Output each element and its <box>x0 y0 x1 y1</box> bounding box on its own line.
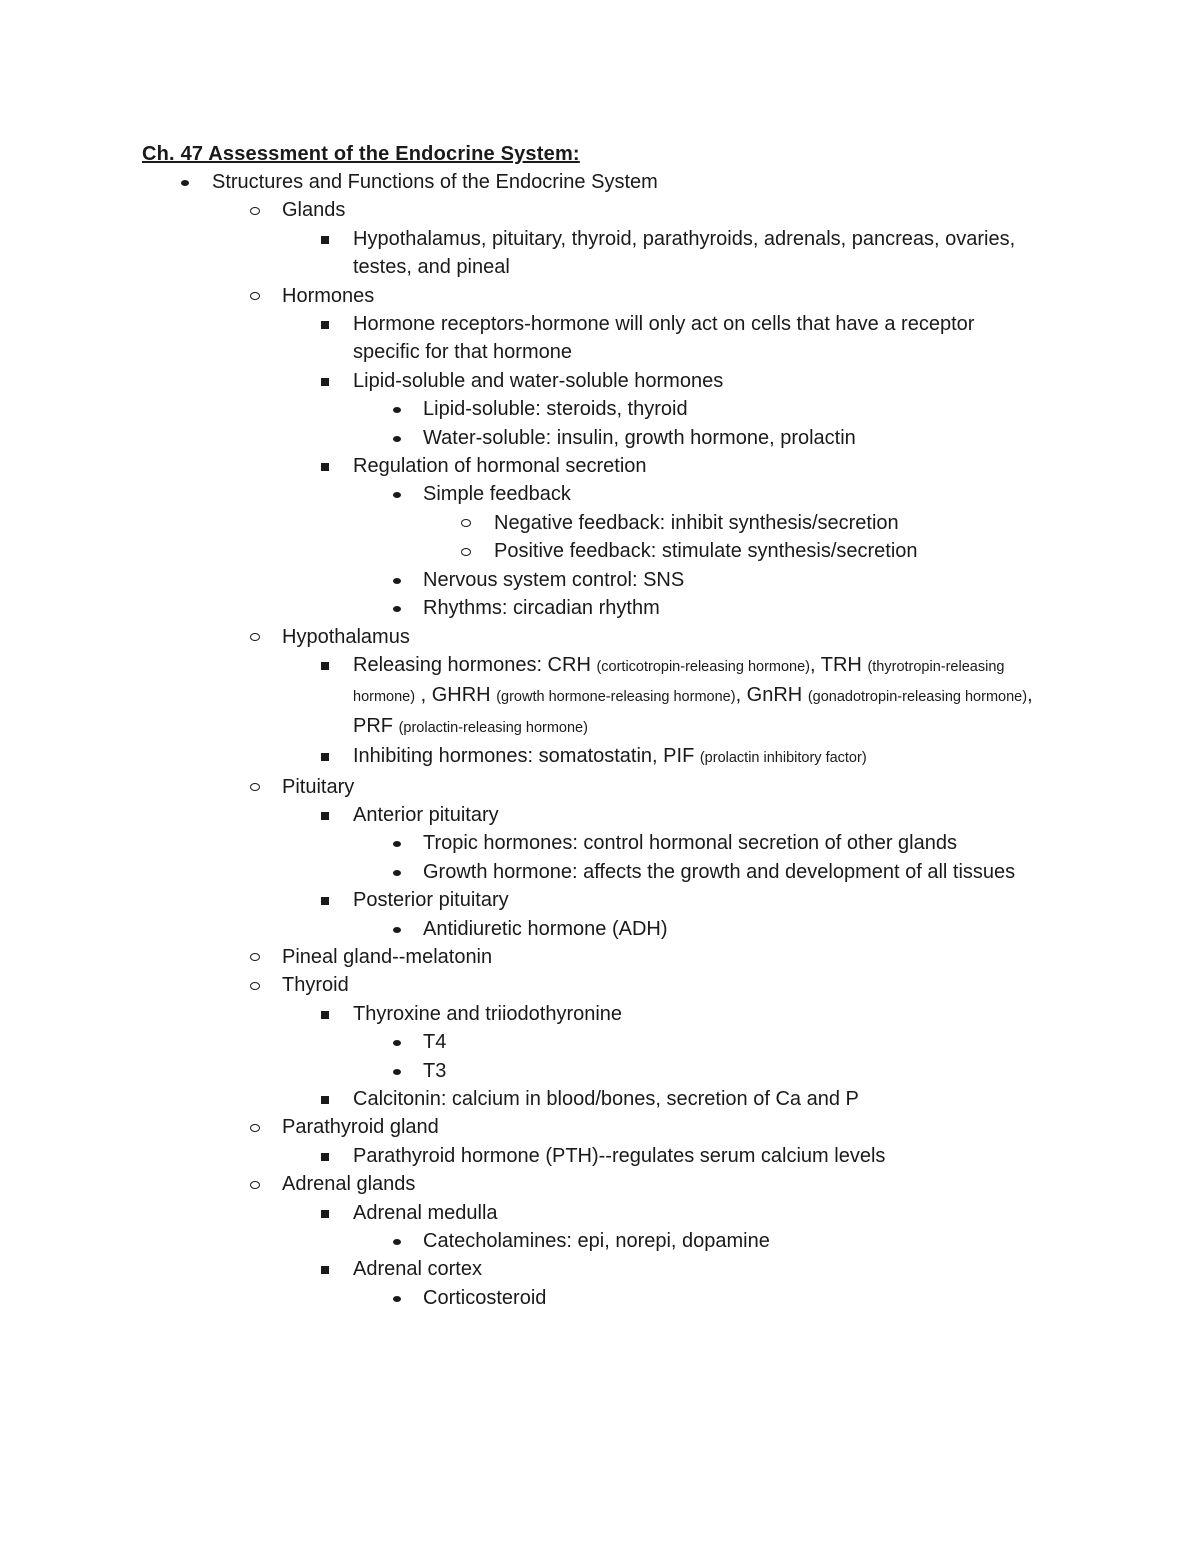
list-item: Parathyroid hormone (PTH)--regulates serum calcium levels <box>142 1142 1062 1170</box>
square-bullet-icon <box>319 1199 339 1227</box>
disc-bullet-icon <box>391 480 411 508</box>
disc-bullet-icon <box>391 1284 411 1312</box>
circle-bullet-icon <box>249 623 269 651</box>
list-item: Simple feedback <box>142 480 1062 508</box>
list-item: Regulation of hormonal secretion <box>142 452 1062 480</box>
square-bullet-icon <box>319 1000 339 1028</box>
square-bullet-icon <box>319 1255 339 1283</box>
list-item: Glands <box>142 196 1062 224</box>
square-bullet-icon <box>319 651 339 679</box>
disc-bullet-icon <box>391 566 411 594</box>
disc-bullet-icon <box>391 594 411 622</box>
list-item: Thyroxine and triiodothyronine <box>142 1000 1062 1028</box>
circle-bullet-icon <box>249 196 269 224</box>
disc-bullet-icon <box>179 168 199 196</box>
disc-bullet-icon <box>391 858 411 886</box>
circle-bullet-icon <box>249 1170 269 1198</box>
list-item: Calcitonin: calcium in blood/bones, secretion of Ca and P <box>142 1085 1062 1113</box>
list-item: Water-soluble: insulin, growth hormone, prolactin <box>142 424 1062 452</box>
document-page <box>142 140 1062 1312</box>
circle-bullet-icon <box>249 1113 269 1141</box>
list-item: Rhythms: circadian rhythm <box>142 594 1062 622</box>
circle-bullet-icon <box>460 509 480 537</box>
square-bullet-icon <box>319 1142 339 1170</box>
square-bullet-icon <box>319 1085 339 1113</box>
list-item: Corticosteroid <box>142 1284 1062 1312</box>
list-item <box>142 742 1062 772</box>
list-item: Lipid-soluble and water-soluble hormones <box>142 367 1062 395</box>
list-item: Hypothalamus, pituitary, thyroid, parathyroids, adrenals, pancreas, ovaries, testes, and pineal <box>142 225 1062 282</box>
list-item: Growth hormone: affects the growth and development of all tissues <box>142 858 1062 886</box>
circle-bullet-icon <box>460 537 480 565</box>
list-item: Adrenal glands <box>142 1170 1062 1198</box>
square-bullet-icon <box>319 452 339 480</box>
circle-bullet-icon <box>249 773 269 801</box>
disc-bullet-icon <box>391 395 411 423</box>
page-title: Ch. 47 Assessment of the Endocrine System: <box>142 143 580 165</box>
list-item: Nervous system control: SNS <box>142 566 1062 594</box>
circle-bullet-icon <box>249 943 269 971</box>
disc-bullet-icon <box>391 829 411 857</box>
list-item: Hypothalamus <box>142 623 1062 651</box>
list-item: Parathyroid gland <box>142 1113 1062 1141</box>
list-item: Antidiuretic hormone (ADH) <box>142 915 1062 943</box>
list-item <box>142 651 1062 742</box>
list-item: Adrenal medulla <box>142 1199 1062 1227</box>
square-bullet-icon <box>319 367 339 395</box>
disc-bullet-icon <box>391 1057 411 1085</box>
list-item: Tropic hormones: control hormonal secretion of other glands <box>142 829 1062 857</box>
list-item: Thyroid <box>142 971 1062 999</box>
list-item: Posterior pituitary <box>142 886 1062 914</box>
list-item: Pituitary <box>142 773 1062 801</box>
list-item: Hormones <box>142 282 1062 310</box>
square-bullet-icon <box>319 742 339 770</box>
list-item: Hormone receptors-hormone will only act on cells that have a receptor specific for that hormone <box>142 310 1062 367</box>
list-item: Catecholamines: epi, norepi, dopamine <box>142 1227 1062 1255</box>
releasing-hormones-text: Releasing hormones: CRH (corticotropin-releasing hormone), TRH (thyrotropin-releasing hormone) , GHRH (growth hormone-releasing hormone), GnRH (gonadotropin-releasing hormone), PRF (prolactin-releasing hormone) <box>353 653 1033 737</box>
list-item: Anterior pituitary <box>142 801 1062 829</box>
circle-bullet-icon <box>249 282 269 310</box>
disc-bullet-icon <box>391 1227 411 1255</box>
list-item: Lipid-soluble: steroids, thyroid <box>142 395 1062 423</box>
square-bullet-icon <box>319 310 339 338</box>
list-item: T4 <box>142 1028 1062 1056</box>
list-item: T3 <box>142 1057 1062 1085</box>
list-item: Pineal gland--melatonin <box>142 943 1062 971</box>
list-item: Negative feedback: inhibit synthesis/secretion <box>142 509 1062 537</box>
disc-bullet-icon <box>391 1028 411 1056</box>
inhibiting-hormones-text: Inhibiting hormones: somatostatin, PIF (prolactin inhibitory factor) <box>353 745 867 768</box>
list-item: Positive feedback: stimulate synthesis/secretion <box>142 537 1062 565</box>
list-item: Structures and Functions of the Endocrine System <box>142 168 1062 196</box>
disc-bullet-icon <box>391 424 411 452</box>
square-bullet-icon <box>319 801 339 829</box>
square-bullet-icon <box>319 886 339 914</box>
disc-bullet-icon <box>391 915 411 943</box>
list-item: Adrenal cortex <box>142 1255 1062 1283</box>
square-bullet-icon <box>319 225 339 253</box>
circle-bullet-icon <box>249 971 269 999</box>
